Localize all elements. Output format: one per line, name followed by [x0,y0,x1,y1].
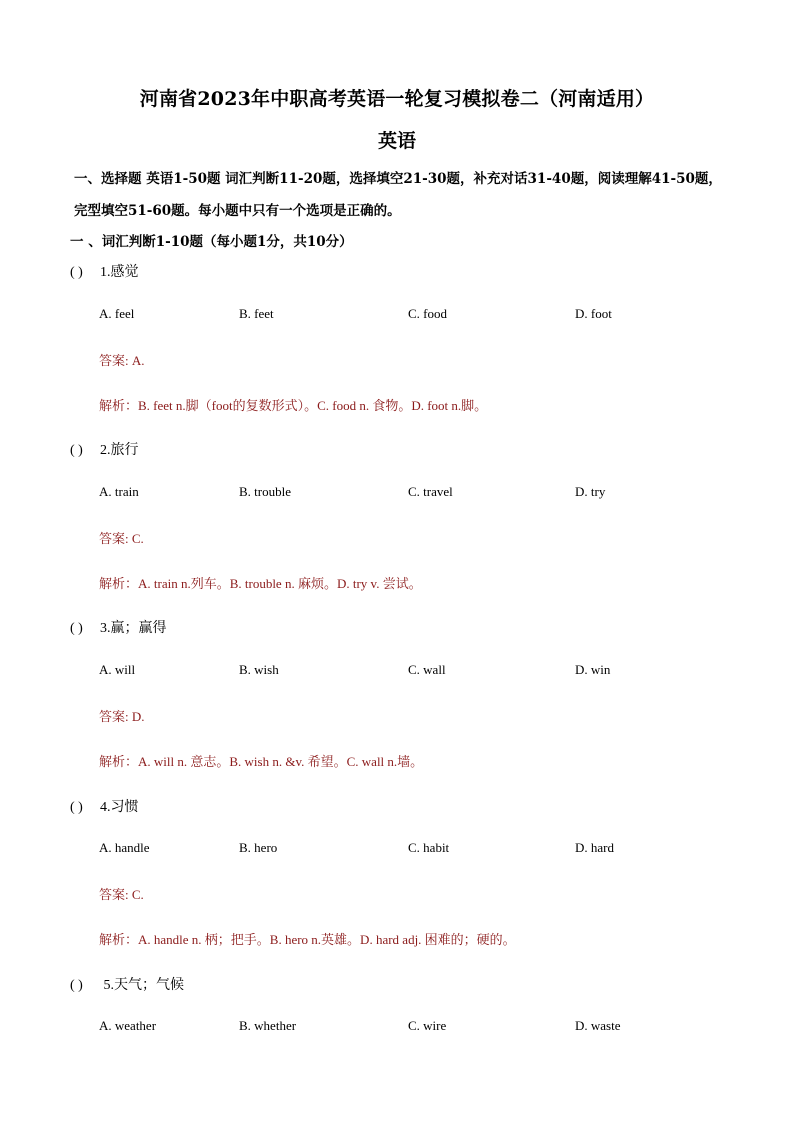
answer-text: 答案: C. [99,887,144,902]
option-d: D. hard [575,840,614,855]
option-a: A. train [99,484,139,499]
answer-text: 答案: C. [99,531,144,546]
page-subtitle: 英语 [377,130,416,152]
answer-text: 答案: A. [99,353,145,368]
option-b: B. hero [239,840,278,855]
explanation-text: 解析：A. handle n. 柄；把手。B. hero n.英雄。D. hard adj. 困难的；硬的。 [99,932,516,947]
option-b: B. wish [239,662,279,677]
question-3 [70,617,167,637]
option-d: D. foot [575,306,612,321]
question-1 [70,261,139,281]
answer-blank: ( ) [70,621,83,636]
explanation-text: 解析：A. train n.列车。B. trouble n. 麻烦。D. try v. 尝试。 [99,576,422,591]
question-4 [70,796,139,816]
option-b: B. feet [239,306,274,321]
option-c: C. wall [408,662,446,677]
option-d: D. try [575,484,606,499]
option-c: C. food [408,306,447,321]
question-prompt: 4.习惯 [100,800,139,815]
option-a: A. weather [99,1018,157,1033]
section-heading: 一 、词汇判断1-10题（每小题1分，共10分） [70,234,353,250]
explanation-text: 解析：A. will n. 意志。B. wish n. &v. 希望。C. wall n.墙。 [99,754,424,769]
question-5 [70,974,184,994]
option-b: B. trouble [239,484,291,499]
answer-text: 答案: D. [99,709,145,724]
question-prompt: 5.天气；气候 [100,978,184,993]
answer-blank: ( ) [70,800,83,815]
answer-blank: ( ) [70,978,83,993]
option-b: B. whether [239,1018,297,1033]
option-c: C. travel [408,484,453,499]
instructions-line-1: 一、选择题 英语1-50题 词汇判断11-20题，选择填空21-30题，补充对话31-40题，阅读理解41-50题， [74,171,722,187]
instructions-line-2: 完型填空51-60题。每小题中只有一个选项是正确的。 [74,203,401,219]
option-c: C. wire [408,1018,447,1033]
answer-blank: ( ) [70,443,83,458]
option-d: D. win [575,662,611,677]
explanation-text: 解析：B. feet n.脚（foot的复数形式）。C. food n. 食物。D. foot n.脚。 [99,398,488,413]
option-a: A. handle [99,840,150,855]
answer-blank: ( ) [70,265,83,280]
page-title: 河南省2023年中职高考英语一轮复习模拟卷二（河南适用） [139,88,655,110]
question-2 [70,439,139,459]
question-prompt: 1.感觉 [100,265,139,280]
option-c: C. habit [408,840,450,855]
option-a: A. will [99,662,136,677]
question-prompt: 2.旅行 [100,443,139,458]
option-a: A. feel [99,306,135,321]
question-prompt: 3.赢；赢得 [100,621,167,636]
option-d: D. waste [575,1018,621,1033]
